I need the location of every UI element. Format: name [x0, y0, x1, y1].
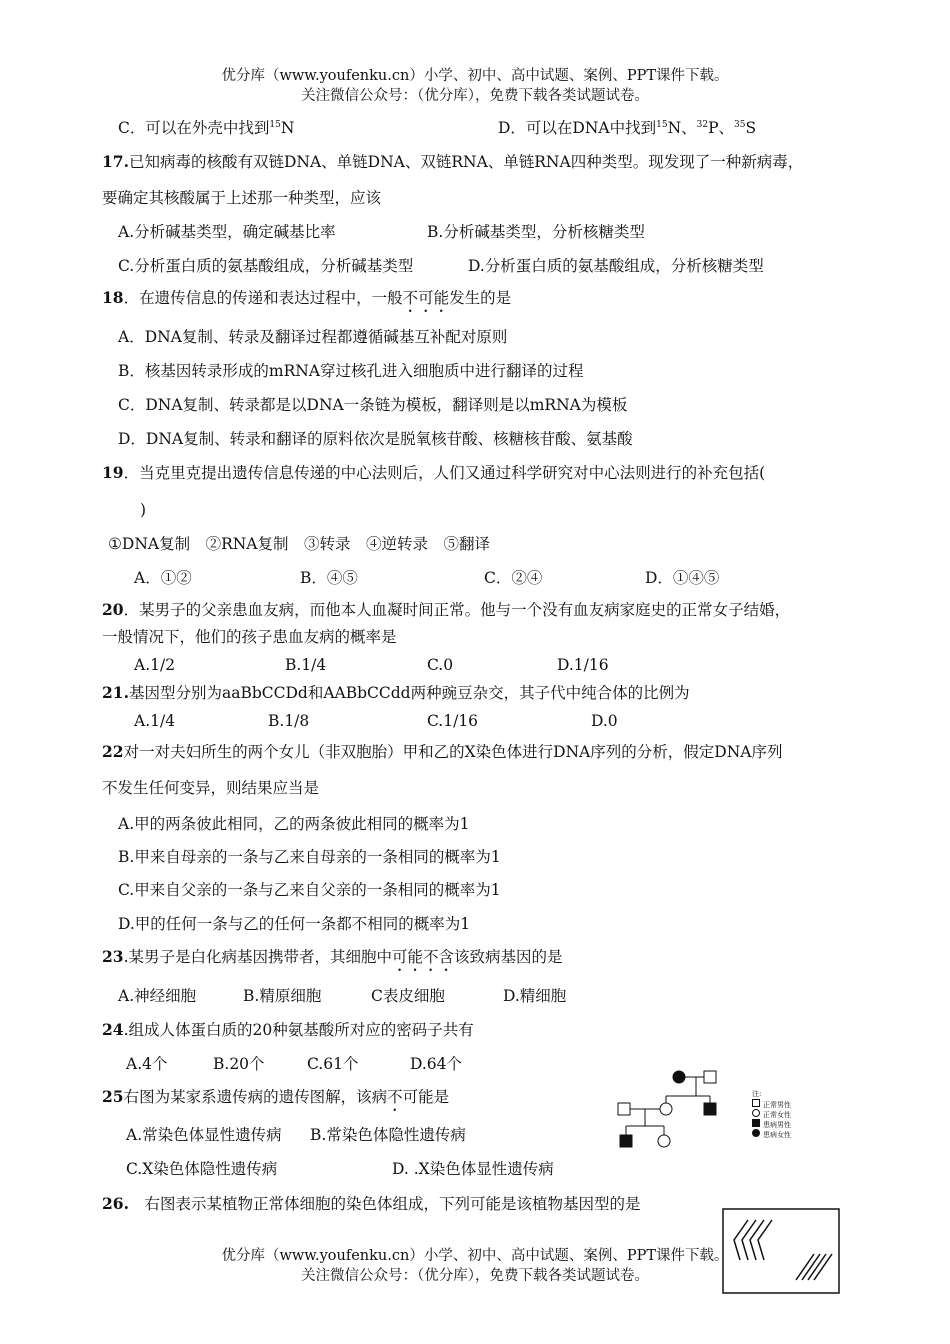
legend-normal-female: 正常女性: [752, 1109, 822, 1119]
q21-option-b: B.1/8: [268, 712, 310, 730]
q19-option-a: A．①②: [134, 569, 192, 587]
q17-option-b: B.分析碱基类型，分析核糖类型: [427, 223, 645, 241]
q21-stem: 21.基因型分别为aaBbCCDd和AABbCCdd两种豌豆杂交，其子代中纯合体的比例为: [102, 683, 690, 702]
q22-stem-2: 不发生任何变异，则结果应当是: [102, 779, 320, 797]
q20-option-d: D.1/16: [557, 656, 609, 674]
q24-option-c: C.61个: [307, 1055, 359, 1073]
q22-stem-1: 22对一对夫妇所生的两个女儿（非双胞胎）甲和乙的X染色体进行DNA序列的分析，假定DNA序列: [102, 742, 783, 761]
q22-option-d: D.甲的任何一条与乙的任何一条都不相同的概率为1: [118, 915, 471, 933]
q17-option-a: A.分析碱基类型，确定碱基比率: [118, 223, 336, 241]
q20-option-c: C.0: [427, 656, 454, 674]
q19-stem-1: 19．当克里克提出遗传信息传递的中心法则后，人们又通过科学研究对中心法则进行的补充包括(: [102, 463, 766, 482]
q19-stem-2: ): [140, 501, 147, 519]
q19-option-c: C．②④: [484, 569, 543, 587]
q20-stem-2: 一般情况下，他们的孩子患血友病的概率是: [102, 628, 397, 646]
pedigree-legend: [752, 1089, 822, 1139]
q25-option-c: C.X染色体隐性遗传病: [126, 1160, 278, 1178]
q16-option-d: D．可以在DNA中找到$^{15}$N、$^{32}$P、$^{35}$S: [498, 119, 757, 137]
q20-option-b: B.1/4: [285, 656, 327, 674]
legend-affected-male: 患病男性: [752, 1119, 822, 1129]
q17-number: 17.: [102, 152, 129, 171]
gen1-affected-female: [673, 1071, 685, 1083]
q23-option-b: B.精原细胞: [243, 987, 322, 1005]
q22-option-a: A.甲的两条彼此相同，乙的两条彼此相同的概率为1: [118, 815, 470, 833]
q18-emphasis: 不可能: [402, 289, 450, 307]
legend-title: 注:: [752, 1090, 762, 1098]
q18-stem: 18．在遗传信息的传递和表达过程中，一般不可能发生的是: [102, 288, 512, 307]
q24-option-d: D.64个: [410, 1055, 463, 1073]
q25-stem: 25右图为某家系遗传病的遗传图解，该病不可能是: [102, 1087, 450, 1106]
q24-option-b: B.20个: [213, 1055, 265, 1073]
q23-option-a: A.神经细胞: [118, 987, 197, 1005]
q19-option-b: B．④⑤: [300, 569, 358, 587]
q16-option-c: C．可以在外壳中找到$^{15}$N: [118, 119, 295, 137]
footer-line-2: 关注微信公众号：（优分库），免费下载各类试题试卷。: [301, 1268, 649, 1284]
q17-option-d: D.分析蛋白质的氨基酸组成，分析核糖类型: [468, 257, 764, 275]
q24-stem: 24.组成人体蛋白质的20种氨基酸所对应的密码子共有: [102, 1020, 474, 1039]
q23-option-c: C表皮细胞: [371, 987, 445, 1005]
q19-items: ①DNA复制 ②RNA复制 ③转录 ④逆转录 ⑤翻译: [108, 535, 491, 553]
legend-affected-female: 患病女性: [752, 1129, 822, 1139]
q24-option-a: A.4个: [126, 1055, 168, 1073]
q21-option-a: A.1/4: [134, 712, 176, 730]
q20-stem-1: 20．某男子的父亲患血友病，而他本人血凝时间正常。他与一个没有血友病家庭史的正常女子结婚，: [102, 600, 791, 619]
q18-option-d: D．DNA复制、转录和翻译的原料依次是脱氧核苷酸、核糖核苷酸、氨基酸: [118, 430, 633, 448]
q23-option-d: D.精细胞: [503, 987, 567, 1005]
q25-emphasis: 不: [387, 1088, 403, 1106]
q22-option-b: B.甲来自母亲的一条与乙来自母亲的一条相同的概率为1: [118, 848, 501, 866]
q17-option-c: C.分析蛋白质的氨基酸组成，分析碱基类型: [118, 257, 414, 275]
gen3-normal-female: [658, 1135, 670, 1147]
q23-emphasis: 可能不含: [392, 948, 455, 966]
q19-option-d: D．①④⑤: [645, 569, 720, 587]
header-line-2: 关注微信公众号：（优分库），免费下载各类试题试卷。: [301, 88, 649, 104]
footer-line-1: 优分库（www.youfenku.cn）小学、初中、高中试题、案例、PPT课件下载。: [221, 1248, 729, 1264]
q25-option-b: B.常染色体隐性遗传病: [310, 1126, 466, 1144]
q25-option-d: D. .X染色体显性遗传病: [392, 1160, 554, 1178]
q22-option-c: C.甲来自父亲的一条与乙来自父亲的一条相同的概率为1: [118, 881, 501, 899]
gen2-affected-male: [704, 1103, 716, 1115]
q21-option-d: D.0: [591, 712, 618, 730]
q21-option-c: C.1/16: [427, 712, 479, 730]
legend-normal-male: 正常男性: [752, 1099, 822, 1109]
gen2-normal-female: [660, 1103, 672, 1115]
header-line-1: 优分库（www.youfenku.cn）小学、初中、高中试题、案例、PPT课件下载。: [221, 68, 729, 84]
q25-option-a: A.常染色体显性遗传病: [126, 1126, 282, 1144]
q18-option-c: C．DNA复制、转录都是以DNA一条链为模板，翻译则是以mRNA为模板: [118, 396, 628, 414]
q23-stem: 23.某男子是白化病基因携带者，其细胞中可能不含该致病基因的是: [102, 947, 563, 966]
gen3-affected-male: [620, 1135, 632, 1147]
q17-stem-1: 17.已知病毒的核酸有双链DNA、单链DNA、双链RNA、单链RNA四种类型。现发现了一种新病毒，: [102, 152, 804, 171]
q20-option-a: A.1/2: [134, 656, 176, 674]
gen1-normal-male: [704, 1071, 716, 1083]
gen2-normal-male: [618, 1103, 630, 1115]
q17-stem-2: 要确定其核酸属于上述那一种类型，应该: [102, 189, 382, 207]
q18-option-b: B．核基因转录形成的mRNA穿过核孔进入细胞质中进行翻译的过程: [118, 362, 584, 380]
q18-option-a: A．DNA复制、转录及翻译过程都遵循碱基互补配对原则: [118, 328, 508, 346]
q26-stem: 26. 右图表示某植物正常体细胞的染色体组成，下列可能是该植物基因型的是: [102, 1194, 641, 1213]
